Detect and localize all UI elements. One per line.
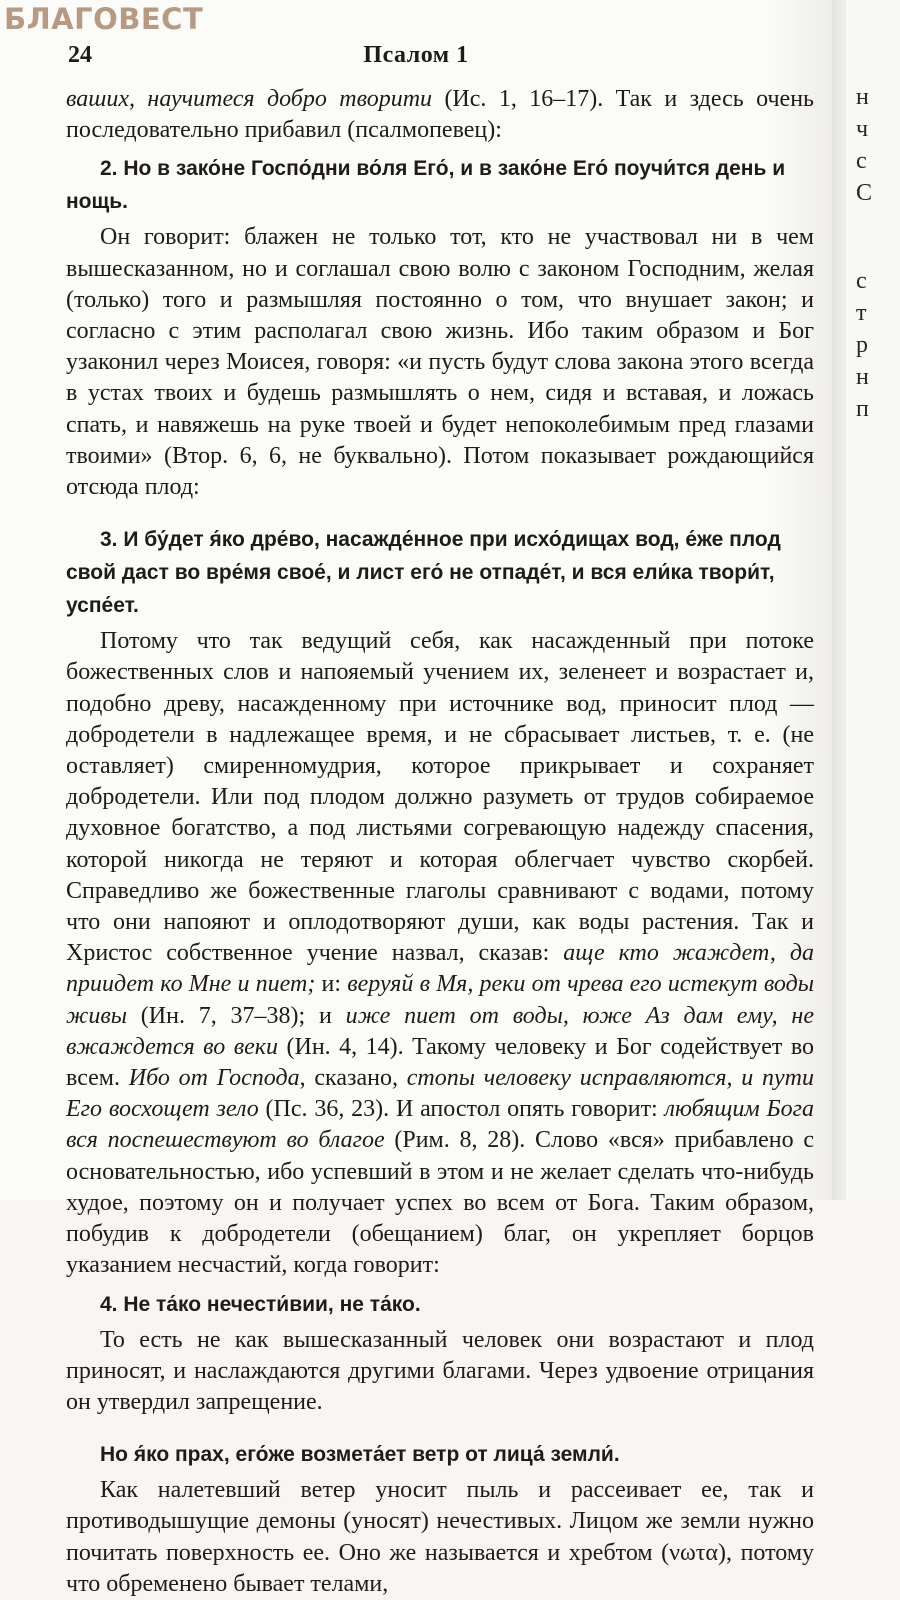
scripture-quote: веруяй в Мя, реки от чрева его истекут воды живы	[66, 971, 815, 1029]
scripture-quote: Ибо от Господа	[128, 1065, 300, 1092]
paragraph	[66, 626, 814, 1281]
page-body	[66, 84, 814, 1600]
facing-page-text: с	[856, 148, 867, 174]
watermark-logo: БЛАГОВЕСТ	[4, 2, 204, 36]
paragraph-text: (Ис. 1, 16–17). Так и здесь очень последовательно прибавил (псалмопевец):	[66, 86, 814, 144]
facing-page-text: С	[856, 180, 873, 206]
running-title: Псалом 1	[363, 42, 469, 68]
paragraph-text: , сказано,	[299, 1065, 407, 1092]
facing-page-text: т	[856, 300, 867, 326]
facing-page-edge	[846, 0, 900, 1200]
scripture-quote: ваших, научитеся добро творити	[66, 86, 433, 112]
paragraph-text: Потому что так ведущий себя, как насажденный при потоке божественных слов и напояемый учением их, зеленеет и возрастает и, подобно древу, насажденному при источнике вод, приносит плод — добродетели в надлежащее время, и не сбрасывает листьев, т. е. (не оставляет) смиренномудрия, которое прикрывает и сохраняет добродетели. Или под плодом должно разуметь от трудов собираемое духовное богатство, а под листьями согревающую надежду спасения, которой никогда не теряют и которая облегчает чувство скорбей. Справедливо же божественные глаголы сравнивают с водами, потому что они напояют и оплодотворяют души, как воды растения. Так и Христос собственное учение назвал, сказав:	[66, 628, 814, 967]
paragraph: Как налетевший ветер уносит пыль и рассеивает ее, так и противодышущие демоны (уносят) нечестивых. Лицом же земли нужно почитать поверхность ее. Оно же называется и хребтом (νωτα), потому что обременено бывает телами,	[66, 1477, 814, 1597]
paragraph-text: (Рим. 8, 28). Слово «вся» прибавлено с основательностью, ибо успевший в этом и не желает сделать что-нибудь худое, поэтому он и получает успех во всем от Бога. Таким образом, побудив к добродетели (обещанием) благ, он укрепляет борцов указанием несчастий, когда говорит:	[66, 1127, 815, 1279]
paragraph	[66, 84, 814, 146]
paragraph-text: и:	[315, 971, 348, 998]
verse-heading: 4. Не та́ко нечести́вии, не та́ко.	[100, 1292, 421, 1316]
facing-page-text: ч	[856, 116, 869, 142]
scripture-quote: любящим Бога вся поспешествуют во благое	[66, 1096, 815, 1154]
facing-page-text: п	[856, 396, 869, 422]
paragraph: То есть не как вышесказанный человек они возрастают и плод приносят, и наслаждаются другими благами. Через удвоение отрицания он утвердил запрещение.	[66, 1326, 814, 1415]
verse-heading: Но я́ко прах, его́же возмета́ет ветр от лица́ земли́.	[100, 1443, 620, 1467]
facing-page-text: н	[856, 84, 869, 110]
paragraph: Он говорит: блажен не только тот, кто не участвовал ни в чем вышесказанном, но и соглашал свою волю с законом Господним, желая (только) того и размышляя постоянно о том, что внушает закон; и согласно с этим располагал свою жизнь. Ибо таким образом и Бог узаконил через Моисея, говоря: «и пусть будут слова закона этого всегда в устах твоих и будешь размышлять о нем, сидя и вставая, и ложась спать, и навяжешь на руке твоей и будет непоколебимым пред глазами твоими» (Втор. 6, 6, не буквально). Потом показывает рождающийся отсюда плод:	[66, 224, 814, 501]
facing-page-text: с	[856, 268, 867, 294]
paragraph-text: (Ин. 4, 14). Такому человеку и Бог содействует во всем.	[66, 1033, 814, 1092]
scripture-quote: аще кто жаждет, да приидет ко Мне и пиет;	[66, 940, 815, 998]
paragraph-text: (Ин. 7, 37–38); и	[127, 1002, 346, 1029]
page-number: 24	[68, 42, 92, 68]
facing-page-text: р	[856, 332, 868, 358]
verse-heading: 2. Но в зако́не Госпо́дни во́ля Его́, и в зако́не Его́ поучи́тся день и нощь.	[66, 157, 786, 214]
book-gutter	[832, 0, 846, 1200]
verse-heading: 3. И бу́дет я́ко дре́во, насажде́нное при исхо́дищах вод, е́же плод свой даст во вре́мя свое́, и лист его́ не отпаде́т, и вся ели́ка твори́т, успе́ет.	[66, 528, 781, 618]
scripture-quote: иже пиет от воды, юже Аз дам ему, не вжаждется во веки	[66, 1002, 814, 1060]
paragraph-text: (Пс. 36, 23). И апостол опять говорит:	[258, 1096, 665, 1123]
scripture-quote: стопы человеку исправляются, и пути Его восхощет зело	[66, 1065, 815, 1123]
facing-page-text: н	[856, 364, 869, 390]
